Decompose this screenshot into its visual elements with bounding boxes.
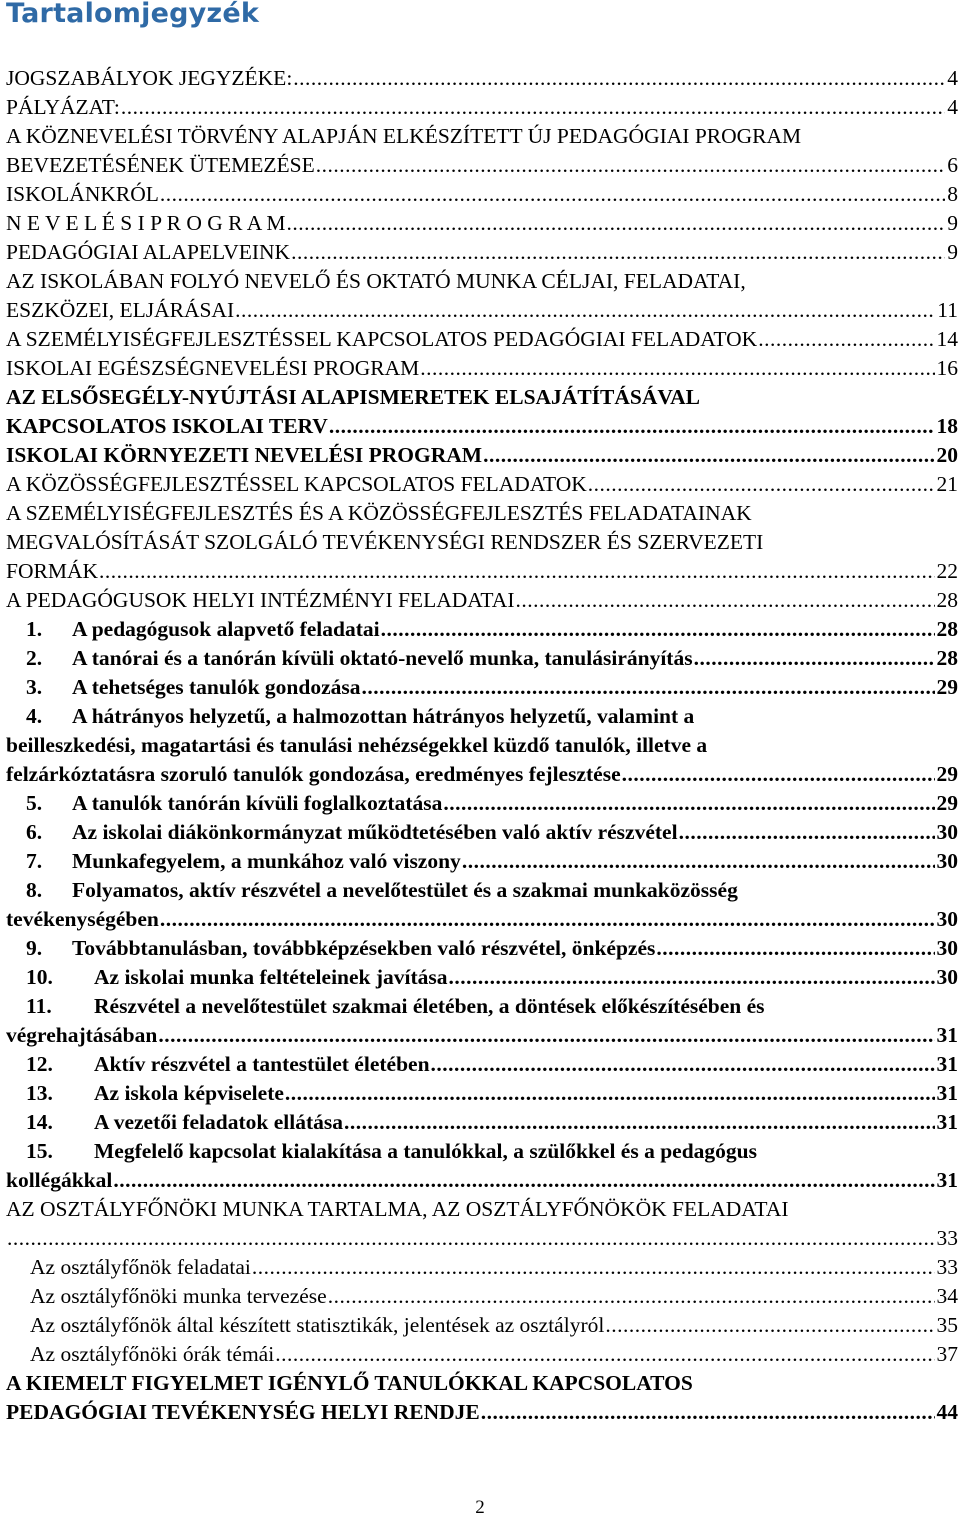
table-of-contents <box>6 64 958 1427</box>
toc-entry-10[interactable]: 10. Az iskolai munka feltételeinek javítása ..... 30 <box>6 963 958 992</box>
toc-entry-9[interactable]: 9. Továbbtanulásban, továbbképzésekben való részvétel, önképzés ..... 30 <box>6 934 958 963</box>
toc-entry-8-line1: 8. Folyamatos, aktív részvétel a nevelőtestület és a szakmai munkaközösség <box>26 878 738 902</box>
toc-entry-14[interactable]: 14. A vezetői feladatok ellátása ..... 31 <box>6 1108 958 1137</box>
toc-entry-kornyezeti-neveles[interactable]: ISKOLAI KÖRNYEZETI NEVELÉSI PROGRAM ..... 20 <box>6 441 958 470</box>
toc-entry-palyazat[interactable]: PÁLYÁZAT: ..... 4 <box>6 93 958 122</box>
toc-entry-jogszabalyok[interactable]: JOGSZABÁLYOK JEGYZÉKE: ..... 4 <box>6 64 958 93</box>
toc-entry-3[interactable]: 3. A tehetséges tanulók gondozása ..... 29 <box>6 673 958 702</box>
toc-entry-5[interactable]: 5. A tanulók tanórán kívüli foglalkoztatása ..... 29 <box>6 789 958 818</box>
toc-entry-formak-line2: MEGVALÓSÍTÁSÁT SZOLGÁLÓ TEVÉKENYSÉGI RENDSZER ÉS SZERVEZETI <box>6 530 764 554</box>
toc-entry-iskolankrol[interactable]: ISKOLÁNKRÓL ..... 8 <box>6 180 958 209</box>
toc-entry-1[interactable]: 1. A pedagógusok alapvető feladatai ..... 28 <box>6 615 958 644</box>
toc-entry-13[interactable]: 13. Az iskola képviselete ..... 31 <box>6 1079 958 1108</box>
toc-entry-pedagogusok-feladatai[interactable]: A PEDAGÓGUSOK HELYI INTÉZMÉNYI FELADATAI ..... 28 <box>6 586 958 615</box>
toc-entry-12[interactable]: 12. Aktív részvétel a tantestület életében ..... 31 <box>6 1050 958 1079</box>
toc-entry-8[interactable]: tevékenységében ..... 30 <box>6 905 958 934</box>
toc-entry-7[interactable]: 7. Munkafegyelem, a munkához való viszony ..... 30 <box>6 847 958 876</box>
toc-title: Tartalomjegyzék <box>6 0 260 29</box>
toc-entry-elsosegely-line1: AZ ELSŐSEGÉLY-NYÚJTÁSI ALAPISMERETEK ELSAJÁTÍTÁSÁVAL <box>6 385 701 409</box>
toc-entry-koznevelesi[interactable]: BEVEZETÉSÉNEK ÜTEMEZÉSE ..... 6 <box>6 151 958 180</box>
toc-entry-formak-line1: A SZEMÉLYISÉGFEJLESZTÉS ÉS A KÖZÖSSÉGFEJLESZTÉS FELADATAINAK <box>6 501 752 525</box>
toc-entry-osztalyfonoki[interactable]: ..... 33 <box>6 1224 958 1253</box>
toc-entry-statisztikak[interactable]: Az osztályfőnök által készített statisztikák, jelentések az osztályról ..... 35 <box>6 1311 958 1340</box>
toc-entry-nevelesi-program[interactable]: N E V E L É S I P R O G R A M ..... 9 <box>6 209 958 238</box>
toc-entry-celjai-line1: AZ ISKOLÁBAN FOLYÓ NEVELŐ ÉS OKTATÓ MUNKA CÉLJAI, FELADATAI, <box>6 269 746 293</box>
toc-entry-szemelyisegfejlesztes[interactable]: A SZEMÉLYISÉGFEJLESZTÉSSEL KAPCSOLATOS PEDAGÓGIAI FELADATOK ..... 14 <box>6 325 958 354</box>
toc-entry-15[interactable]: kollégákkal ..... 31 <box>6 1166 958 1195</box>
toc-entry-4-line1: 4. A hátrányos helyzetű, a halmozottan hátrányos helyzetű, valamint a <box>26 704 695 728</box>
page-number: 2 <box>475 1497 485 1518</box>
toc-entry-11-line1: 11. Részvétel a nevelőtestület szakmai életében, a döntések előkészítésében és <box>26 994 765 1018</box>
toc-entry-alapelveink[interactable]: PEDAGÓGIAI ALAPELVEINK ..... 9 <box>6 238 958 267</box>
toc-entry-munka-tervezese[interactable]: Az osztályfőnöki munka tervezése ..... 34 <box>6 1282 958 1311</box>
toc-entry-4-line2: beilleszkedési, magatartási és tanulási nehézségekkel küzdő tanulók, illetve a <box>6 733 708 757</box>
toc-entry-osztalyfonok-feladatai[interactable]: Az osztályfőnök feladatai ..... 33 <box>6 1253 958 1282</box>
toc-entry-orak-temai[interactable]: Az osztályfőnöki órák témái ..... 37 <box>6 1340 958 1369</box>
toc-entry-4[interactable]: felzárkóztatásra szoruló tanulók gondozása, eredményes fejlesztése ..... 29 <box>6 760 958 789</box>
toc-entry-egeszsegneveles[interactable]: ISKOLAI EGÉSZSÉGNEVELÉSI PROGRAM ..... 16 <box>6 354 958 383</box>
toc-entry-osztalyfonoki-line1: AZ OSZTÁLYFŐNÖKI MUNKA TARTALMA, AZ OSZTÁLYFŐNÖKÖK FELADATAI <box>6 1197 789 1221</box>
toc-entry-15-line1: 15. Megfelelő kapcsolat kialakítása a tanulókkal, a szülőkkel és a pedagógus <box>26 1139 757 1163</box>
toc-entry-kiemelt-figyelmet-line1: A KIEMELT FIGYELMET IGÉNYLŐ TANULÓKKAL KAPCSOLATOS <box>6 1371 693 1395</box>
toc-entry-kiemelt-figyelmet[interactable]: PEDAGÓGIAI TEVÉKENYSÉG HELYI RENDJE ..... 44 <box>6 1398 958 1427</box>
toc-entry-11[interactable]: végrehajtásában ..... 31 <box>6 1021 958 1050</box>
toc-entry-koznevelesi-line1: A KÖZNEVELÉSI TÖRVÉNY ALAPJÁN ELKÉSZÍTETT ÚJ PEDAGÓGIAI PROGRAM <box>6 124 802 148</box>
toc-entry-formak[interactable]: FORMÁK ..... 22 <box>6 557 958 586</box>
toc-entry-kozossegfejlesztes[interactable]: A KÖZÖSSÉGFEJLESZTÉSSEL KAPCSOLATOS FELADATOK ..... 21 <box>6 470 958 499</box>
toc-entry-celjai[interactable]: ESZKÖZEI, ELJÁRÁSAI ..... 11 <box>6 296 958 325</box>
toc-entry-elsosegely[interactable]: KAPCSOLATOS ISKOLAI TERV ..... 18 <box>6 412 958 441</box>
toc-entry-2[interactable]: 2. A tanórai és a tanórán kívüli oktató-nevelő munka, tanulásirányítás ..... 28 <box>6 644 958 673</box>
toc-entry-6[interactable]: 6. Az iskolai diákönkormányzat működtetésében való aktív részvétel ..... 30 <box>6 818 958 847</box>
